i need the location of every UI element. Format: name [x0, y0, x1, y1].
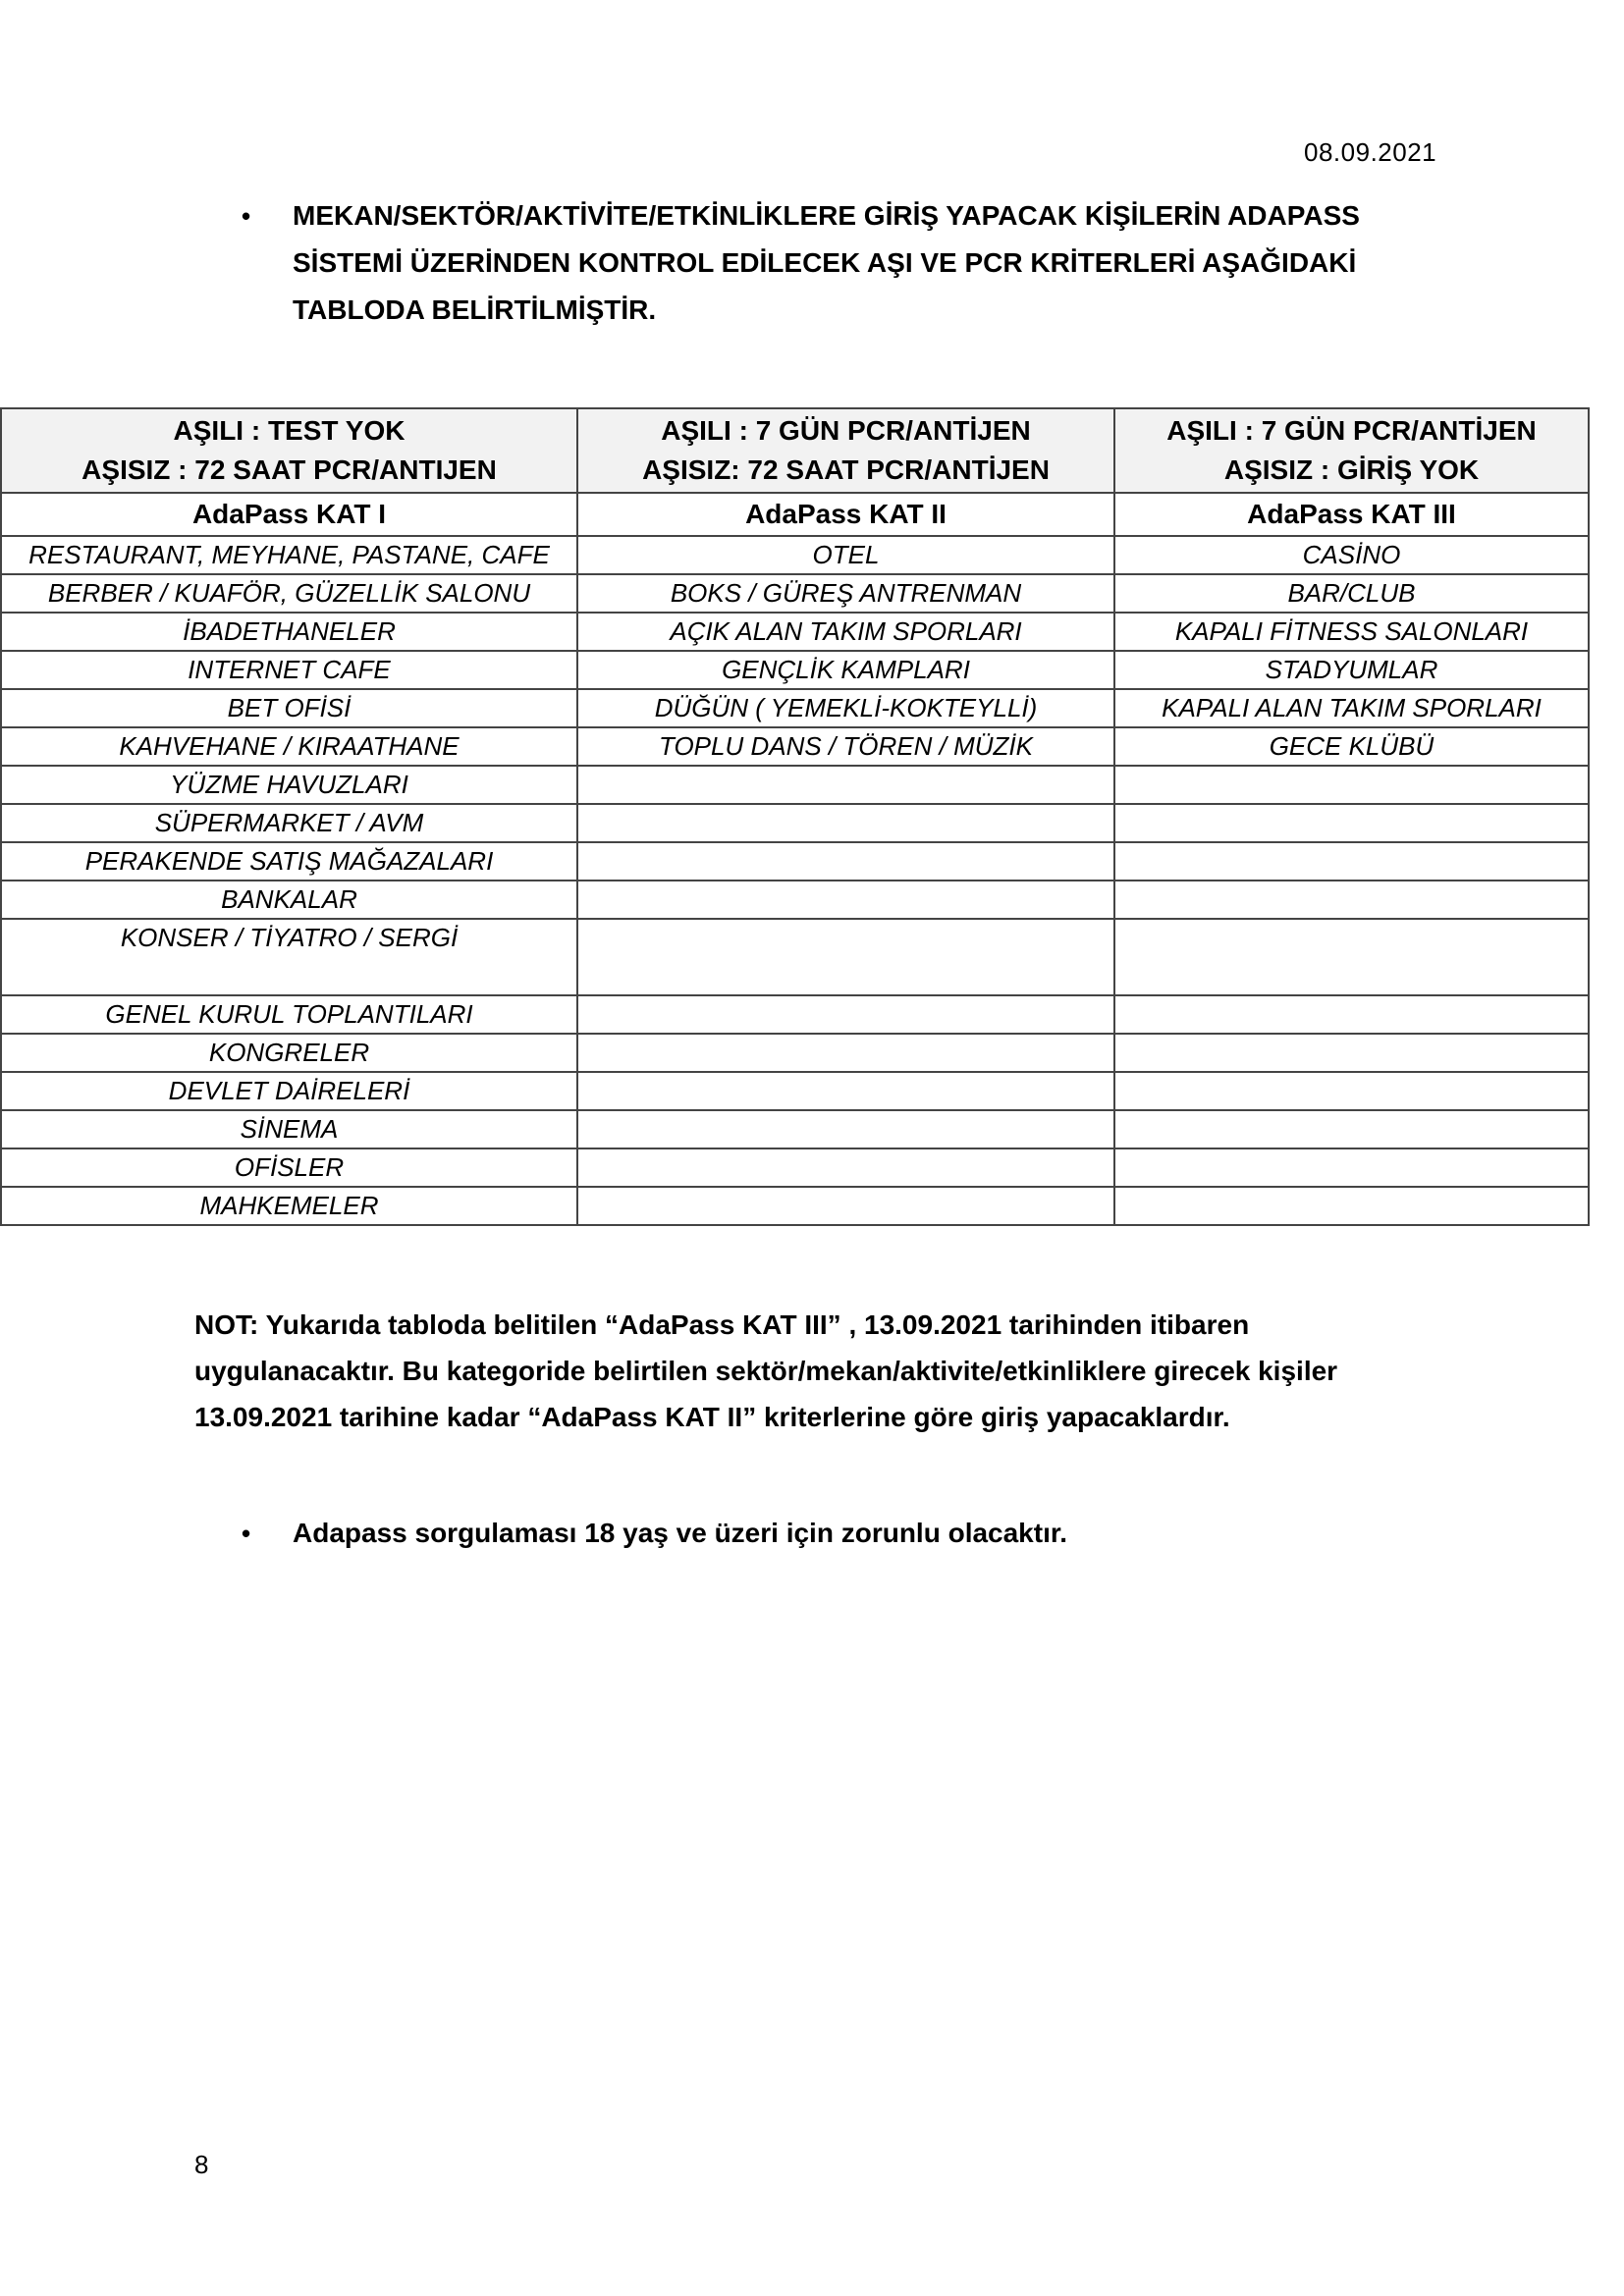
- venue-kat2: [577, 1034, 1114, 1072]
- table-row: [1, 881, 1589, 919]
- venue-kat1: OFİSLER: [1, 1148, 577, 1187]
- venue-kat3: CASİNO: [1114, 536, 1589, 574]
- age-rule-bullet: [242, 1510, 1380, 1557]
- venue-kat2: [577, 919, 1114, 995]
- venue-kat1: INTERNET CAFE: [1, 651, 577, 689]
- table-row: [1, 574, 1589, 613]
- criteria-cell-kat3: [1114, 408, 1589, 493]
- venue-kat3: [1114, 1148, 1589, 1187]
- venue-kat2: TOPLU DANS / TÖREN / MÜZİK: [577, 727, 1114, 766]
- age-rule-text: Adapass sorgulaması 18 yaş ve üzeri için zorunlu olacaktır.: [293, 1518, 1067, 1548]
- venue-kat1: SÜPERMARKET / AVM: [1, 804, 577, 842]
- intro-bullet: [242, 192, 1380, 334]
- venue-kat2: [577, 842, 1114, 881]
- intro-line: MEKAN/SEKTÖR/AKTİVİTE/ETKİNLİKLERE GİRİŞ YAPACAK KİŞİLERİN ADAPASS: [293, 200, 1360, 231]
- venue-kat1: KONSER / TİYATRO / SERGİ: [1, 919, 577, 995]
- table-row: [1, 804, 1589, 842]
- venue-kat1: RESTAURANT, MEYHANE, PASTANE, CAFE: [1, 536, 577, 574]
- venue-kat1: YÜZME HAVUZLARI: [1, 766, 577, 804]
- criteria-vaccinated: AŞILI : 7 GÜN PCR/ANTİJEN: [661, 415, 1031, 446]
- table-row: [1, 536, 1589, 574]
- venue-kat1: BANKALAR: [1, 881, 577, 919]
- venue-kat3: STADYUMLAR: [1114, 651, 1589, 689]
- category-header-row: [1, 493, 1589, 536]
- venue-kat2: DÜĞÜN ( YEMEKLİ-KOKTEYLLİ): [577, 689, 1114, 727]
- page-number: 8: [194, 2150, 209, 2179]
- venue-kat1: GENEL KURUL TOPLANTILARI: [1, 995, 577, 1034]
- venue-kat3: [1114, 881, 1589, 919]
- table-row: [1, 1034, 1589, 1072]
- table-row: [1, 1148, 1589, 1187]
- bullet-icon: •: [242, 201, 251, 231]
- intro-line: TABLODA BELİRTİLMİŞTİR.: [293, 294, 657, 325]
- venue-kat2: [577, 881, 1114, 919]
- adapass-criteria-table: [0, 407, 1590, 1226]
- venue-kat1: İBADETHANELER: [1, 613, 577, 651]
- venue-kat2: BOKS / GÜREŞ ANTRENMAN: [577, 574, 1114, 613]
- table-row: [1, 1072, 1589, 1110]
- note-line: NOT: Yukarıda tabloda belitilen “AdaPass KAT III” , 13.09.2021 tarihinden itibaren: [194, 1309, 1250, 1340]
- venue-kat1: KONGRELER: [1, 1034, 577, 1072]
- category-kat2: AdaPass KAT II: [577, 493, 1114, 536]
- table-row: [1, 727, 1589, 766]
- criteria-cell-kat2: [577, 408, 1114, 493]
- note-line: 13.09.2021 tarihine kadar “AdaPass KAT II” kriterlerine göre giriş yapacaklardır.: [194, 1402, 1230, 1432]
- venue-kat2: [577, 995, 1114, 1034]
- note-line: uygulanacaktır. Bu kategoride belirtilen sektör/mekan/aktivite/etkinliklere girecek kişiler: [194, 1356, 1338, 1386]
- venue-kat2: [577, 766, 1114, 804]
- venue-kat3: KAPALI ALAN TAKIM SPORLARI: [1114, 689, 1589, 727]
- venue-kat1: SİNEMA: [1, 1110, 577, 1148]
- venue-kat1: BET OFİSİ: [1, 689, 577, 727]
- intro-text: [293, 192, 1380, 334]
- criteria-unvaccinated: AŞISIZ : GİRİŞ YOK: [1223, 454, 1480, 485]
- venue-kat1: BERBER / KUAFÖR, GÜZELLİK SALONU: [1, 574, 577, 613]
- criteria-header-row: [1, 408, 1589, 493]
- table-row: [1, 766, 1589, 804]
- venue-kat3: KAPALI FİTNESS SALONLARI: [1114, 613, 1589, 651]
- venue-kat2: OTEL: [577, 536, 1114, 574]
- venue-kat2: [577, 804, 1114, 842]
- venue-kat3: [1114, 1187, 1589, 1225]
- table-row: [1, 1187, 1589, 1225]
- venue-kat3: [1114, 1034, 1589, 1072]
- venue-kat3: [1114, 766, 1589, 804]
- venue-kat3: BAR/CLUB: [1114, 574, 1589, 613]
- table-row: [1, 995, 1589, 1034]
- venue-kat2: [577, 1187, 1114, 1225]
- venue-kat2: GENÇLİK KAMPLARI: [577, 651, 1114, 689]
- venue-kat3: GECE KLÜBÜ: [1114, 727, 1589, 766]
- venue-kat3: [1114, 804, 1589, 842]
- table-row: [1, 651, 1589, 689]
- category-kat3: AdaPass KAT III: [1114, 493, 1589, 536]
- venue-kat3: [1114, 1072, 1589, 1110]
- venue-kat2: [577, 1148, 1114, 1187]
- bullet-icon: •: [242, 1519, 251, 1548]
- document-date: 08.09.2021: [1304, 137, 1437, 167]
- venue-kat1: KAHVEHANE / KIRAATHANE: [1, 727, 577, 766]
- venue-kat3: [1114, 842, 1589, 881]
- venue-kat1: DEVLET DAİRELERİ: [1, 1072, 577, 1110]
- venue-kat3: [1114, 919, 1589, 995]
- criteria-cell-kat1: [1, 408, 577, 493]
- table-row: [1, 689, 1589, 727]
- note-paragraph: [194, 1302, 1471, 1440]
- criteria-unvaccinated: AŞISIZ: 72 SAAT PCR/ANTİJEN: [642, 454, 1050, 485]
- venue-table-body: [1, 536, 1589, 1225]
- criteria-unvaccinated: AŞISIZ : 72 SAAT PCR/ANTIJEN: [81, 454, 497, 485]
- criteria-vaccinated: AŞILI : TEST YOK: [173, 415, 406, 446]
- table-row: [1, 842, 1589, 881]
- table-row: [1, 1110, 1589, 1148]
- table-row: [1, 613, 1589, 651]
- venue-kat3: [1114, 995, 1589, 1034]
- venue-kat3: [1114, 1110, 1589, 1148]
- category-kat1: AdaPass KAT I: [1, 493, 577, 536]
- criteria-vaccinated: AŞILI : 7 GÜN PCR/ANTİJEN: [1166, 415, 1537, 446]
- venue-kat2: [577, 1072, 1114, 1110]
- venue-kat2: AÇIK ALAN TAKIM SPORLARI: [577, 613, 1114, 651]
- venue-kat1: PERAKENDE SATIŞ MAĞAZALARI: [1, 842, 577, 881]
- venue-kat2: [577, 1110, 1114, 1148]
- table-row: [1, 919, 1589, 995]
- venue-kat1: MAHKEMELER: [1, 1187, 577, 1225]
- intro-line: SİSTEMİ ÜZERİNDEN KONTROL EDİLECEK AŞI VE PCR KRİTERLERİ AŞAĞIDAKİ: [293, 247, 1357, 278]
